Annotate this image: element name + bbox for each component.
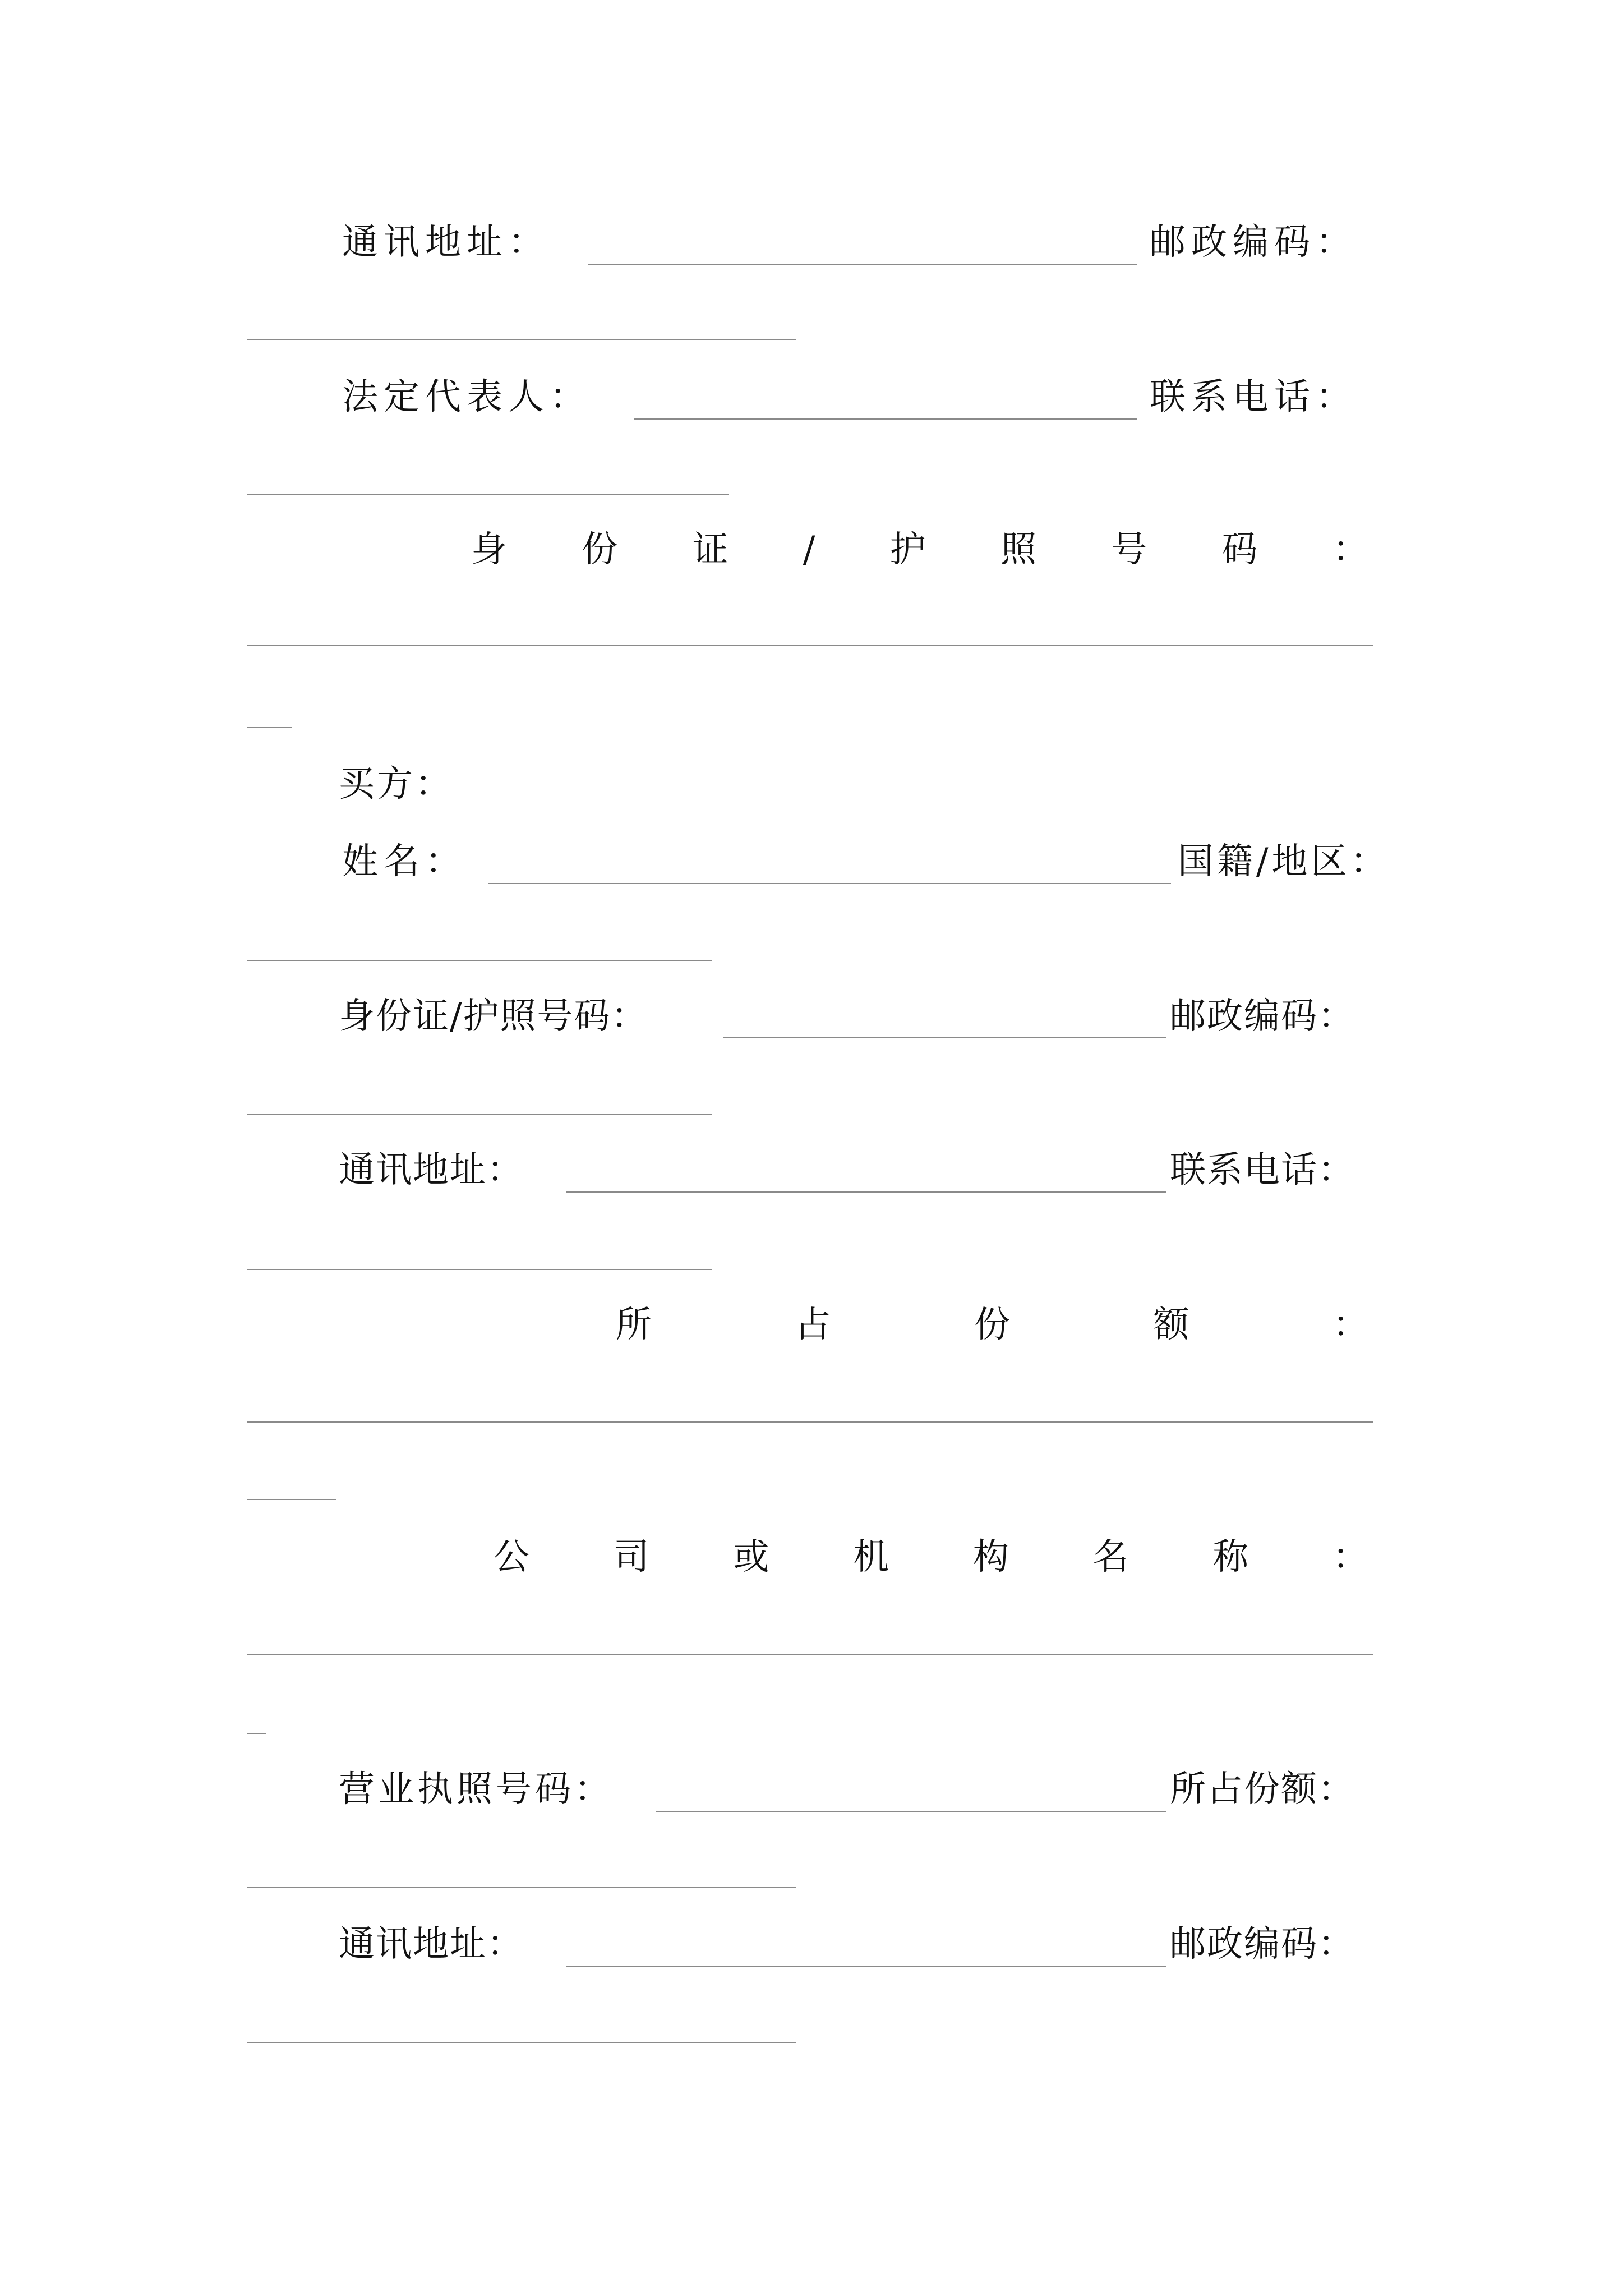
share-label-char: 额	[1153, 1304, 1189, 1346]
id-blank[interactable]	[247, 645, 1373, 646]
phone-blank[interactable]	[247, 494, 729, 495]
license-blank[interactable]	[656, 1811, 1166, 1812]
legal-rep-blank[interactable]	[634, 418, 1137, 420]
address-blank[interactable]	[588, 264, 1137, 265]
id-label-char: 护	[889, 529, 926, 570]
share-label-char: 份	[974, 1304, 1010, 1346]
share-label-char: 占	[795, 1304, 831, 1346]
buyer-name-label: 姓名：	[342, 841, 467, 882]
company-postcode-blank[interactable]	[247, 2042, 796, 2043]
company-blank-tail[interactable]	[247, 1733, 266, 1734]
company-label-char: 称	[1212, 1536, 1249, 1578]
id-label-char: 号	[1111, 529, 1147, 570]
id-label-char: 照	[1000, 529, 1037, 570]
license-share-blank[interactable]	[247, 1887, 796, 1888]
id-label-char: ：	[1332, 529, 1368, 570]
share-label-spread	[616, 1303, 1368, 1347]
company-address-label: 通讯地址：	[339, 1924, 524, 1965]
legal-rep-label: 法定代表人：	[342, 376, 591, 418]
phone-label: 联系电话：	[1150, 376, 1357, 418]
company-label-char: 名	[1092, 1536, 1129, 1578]
share-blank[interactable]	[247, 1421, 1373, 1423]
id-label-char: 份	[582, 529, 618, 570]
company-blank[interactable]	[247, 1654, 1373, 1655]
buyer-phone-blank[interactable]	[247, 1269, 712, 1270]
buyer-postcode-label: 邮政编码：	[1170, 996, 1355, 1037]
company-label-char: 司	[613, 1536, 649, 1578]
postcode-label: 邮政编码：	[1150, 222, 1357, 263]
company-label-char: 或	[733, 1536, 769, 1578]
buyer-name-blank[interactable]	[488, 883, 1171, 884]
share-blank-tail[interactable]	[247, 1499, 336, 1500]
license-label: 营业执照号码：	[339, 1769, 614, 1810]
share-label-char: 所	[616, 1304, 652, 1346]
company-address-blank[interactable]	[566, 1966, 1166, 1967]
buyer-heading: 买方：	[339, 763, 453, 805]
id-label-char: 码	[1221, 529, 1258, 570]
id-label-spread	[471, 527, 1368, 572]
buyer-id-blank[interactable]	[723, 1037, 1166, 1038]
buyer-id-label: 身份证/护照号码：	[339, 996, 648, 1037]
license-share-label: 所占份额：	[1170, 1769, 1355, 1810]
id-label-char: 证	[692, 529, 728, 570]
company-label-char: 构	[972, 1536, 1009, 1578]
buyer-address-blank[interactable]	[566, 1191, 1166, 1193]
company-label-char: 机	[853, 1536, 889, 1578]
company-postcode-label: 邮政编码：	[1170, 1924, 1355, 1965]
share-label-char: ：	[1332, 1304, 1368, 1346]
buyer-postcode-blank[interactable]	[247, 1114, 712, 1115]
company-label-spread	[494, 1535, 1368, 1580]
postcode-blank[interactable]	[247, 339, 796, 340]
buyer-nationality-label: 国籍/地区：	[1178, 841, 1390, 882]
buyer-address-label: 通讯地址：	[339, 1149, 524, 1191]
id-label-char: 身	[471, 529, 507, 570]
company-label-char: ：	[1332, 1536, 1368, 1578]
address-label: 通讯地址：	[342, 222, 550, 263]
buyer-phone-label: 联系电话：	[1170, 1149, 1355, 1191]
id-label-char: /	[803, 529, 815, 570]
buyer-nationality-blank[interactable]	[247, 960, 712, 961]
id-blank-tail[interactable]	[247, 727, 292, 728]
company-label-char: 公	[494, 1536, 529, 1578]
